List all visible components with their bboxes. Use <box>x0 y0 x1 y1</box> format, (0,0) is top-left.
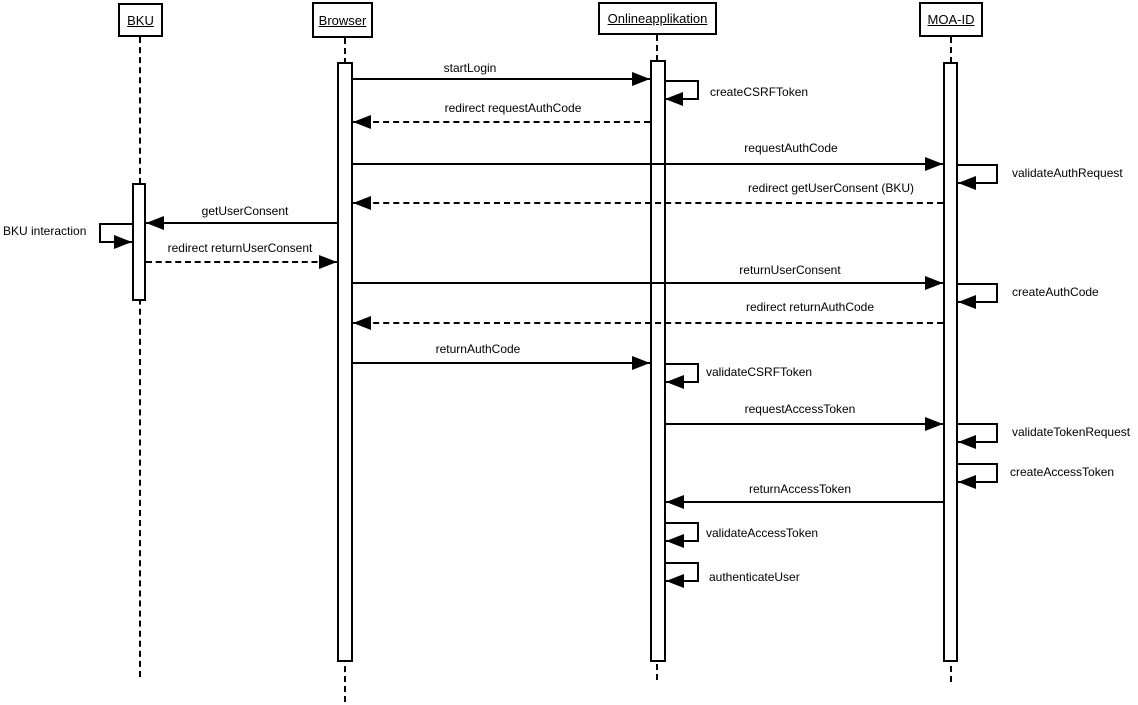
message-redirect-getUserConsent <box>353 181 943 204</box>
actor-browser-label: Browser <box>318 12 367 28</box>
actor-bku <box>118 3 163 37</box>
arrowhead-left-icon <box>665 92 683 106</box>
message-returnUserConsent <box>353 263 943 284</box>
arrowhead-left-icon <box>958 475 976 489</box>
message-createAuthCode <box>958 283 1099 303</box>
arrowhead-right-icon <box>925 276 943 290</box>
activation-browser <box>337 62 353 662</box>
message-requestAuthCode-line <box>353 163 943 165</box>
message-startLogin <box>352 61 650 83</box>
lifeline-bku <box>139 37 141 677</box>
arrowhead-left-icon <box>666 534 684 548</box>
arrowhead-left-icon <box>353 316 371 330</box>
arrowhead-right-icon <box>925 417 943 431</box>
arrowhead-right-icon <box>319 255 337 269</box>
actor-bku-label: BKU <box>127 12 154 28</box>
message-validateAccessToken-label: validateAccessToken <box>706 526 819 540</box>
message-returnAccessToken-label: returnAccessToken <box>748 482 852 496</box>
message-returnUserConsent-label: returnUserConsent <box>739 263 841 277</box>
message-redirect-returnAuthCode-label: redirect returnAuthCode <box>745 300 875 314</box>
message-redirect-returnAuthCode-line <box>353 322 943 324</box>
message-redirect-getUserConsent-label: redirect getUserConsent (BKU) <box>747 181 915 195</box>
message-redirect-getUserConsent-line <box>353 202 943 204</box>
message-requestAccessToken-label: requestAccessToken <box>744 402 856 416</box>
arrowhead-right-icon <box>925 157 943 171</box>
message-validateCSRFToken-label: validateCSRFToken <box>706 365 813 379</box>
message-bku-interaction-label: BKU interaction <box>3 224 87 238</box>
actor-moa-id-label: MOA-ID <box>927 12 975 27</box>
arrowhead-right-icon <box>114 235 132 249</box>
arrowhead-left-icon <box>353 115 371 129</box>
actor-onlineapplikation-label: Onlineapplikation <box>607 11 708 26</box>
message-createAccessToken <box>958 463 1115 483</box>
message-returnUserConsent-line <box>353 282 943 284</box>
message-validateTokenRequest <box>958 423 1131 443</box>
message-requestAccessToken <box>666 402 943 425</box>
message-startLogin-line <box>352 78 650 80</box>
message-redirect-returnAuthCode <box>353 300 943 324</box>
message-createCSRFToken-label: createCSRFToken <box>710 85 809 99</box>
message-validateTokenRequest-label: validateTokenRequest <box>1012 425 1131 439</box>
message-validateAuthRequest-label: validateAuthRequest <box>1012 166 1123 180</box>
activation-moa-id <box>943 62 958 662</box>
message-returnAuthCode-label: returnAuthCode <box>435 342 521 356</box>
arrowhead-left-icon <box>666 495 684 509</box>
actor-browser <box>312 2 373 38</box>
message-authenticateUser <box>666 562 800 584</box>
arrowhead-left-icon <box>958 295 976 309</box>
arrowhead-left-icon <box>958 435 976 449</box>
arrowhead-left-icon <box>353 196 371 210</box>
message-redirect-requestAuthCode <box>353 101 650 125</box>
message-redirect-requestAuthCode-label: redirect requestAuthCode <box>444 101 582 115</box>
arrowhead-left-icon <box>666 375 684 389</box>
message-validateAccessToken <box>666 522 819 542</box>
message-createAuthCode-label: createAuthCode <box>1012 285 1099 299</box>
message-returnAccessToken <box>666 482 943 503</box>
message-getUserConsent <box>146 204 337 224</box>
message-startLogin-label: startLogin <box>443 61 497 75</box>
message-createAccessToken-label: createAccessToken <box>1010 465 1115 479</box>
message-redirect-returnUserConsent-label: redirect returnUserConsent <box>167 241 313 255</box>
message-getUserConsent-line <box>146 222 337 224</box>
message-requestAccessToken-line <box>666 423 943 425</box>
message-returnAuthCode-line <box>353 362 650 364</box>
actor-onlineapplikation <box>598 2 717 35</box>
message-validateCSRFToken <box>666 363 813 383</box>
message-redirect-requestAuthCode-line <box>353 121 650 123</box>
message-redirect-returnUserConsent-line <box>146 261 337 263</box>
actor-moa-id <box>919 2 983 37</box>
message-redirect-returnUserConsent <box>146 241 337 263</box>
message-getUserConsent-label: getUserConsent <box>201 204 289 218</box>
message-requestAuthCode-label: requestAuthCode <box>744 141 838 155</box>
message-bku-interaction <box>3 223 132 243</box>
arrowhead-right-icon <box>632 72 650 86</box>
message-returnAuthCode <box>353 342 650 364</box>
message-authenticateUser-label: authenticateUser <box>709 570 800 584</box>
message-requestAuthCode <box>353 141 943 165</box>
message-validateAuthRequest <box>958 164 1123 184</box>
arrowhead-left-icon <box>958 176 976 190</box>
activation-bku <box>132 183 146 301</box>
arrowhead-left-icon <box>146 216 164 230</box>
arrowhead-right-icon <box>632 356 650 370</box>
message-returnAccessToken-line <box>666 501 943 503</box>
arrowhead-left-icon <box>666 574 684 588</box>
message-createCSRFToken <box>665 80 809 100</box>
